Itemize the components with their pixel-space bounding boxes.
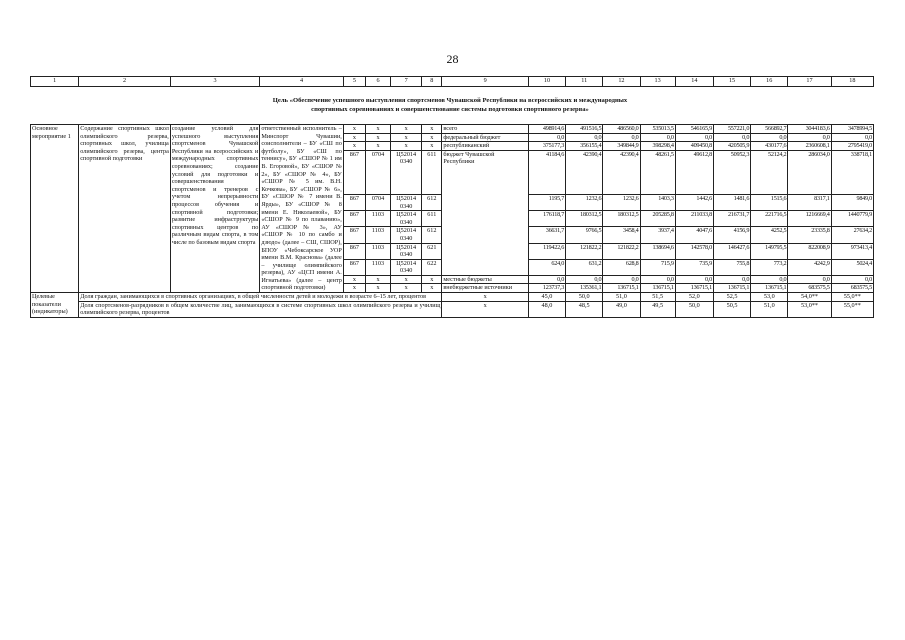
amount-cell: 216731,7 [713,211,750,227]
budget-code-cell: 867 [343,227,365,243]
amount-cell: 4252,5 [751,227,788,243]
amount-cell: 4156,9 [713,227,750,243]
amount-cell: 149795,5 [751,243,788,259]
amount-cell: 0,0 [675,133,713,142]
budget-code-cell: 867 [343,150,365,194]
budget-code-cell: x [365,125,390,134]
amount-cell: 420505,9 [713,142,750,151]
budget-code-cell: x [422,142,442,151]
budget-code-cell: 0704 [365,150,390,194]
column-number: 18 [831,77,873,87]
budget-code-cell: x [422,133,442,142]
goal-line-1: Цель «Обеспечение успешного выступления спортсменов Чувашской Республики на всероссийских и международных [272,97,628,104]
budget-code-cell: x [365,284,390,293]
budget-code-cell: Ц52014 0340 [391,227,422,243]
amount-cell: 0,0 [528,133,565,142]
budget-code-cell: 612 [422,194,442,210]
target-value: 48,0 [528,301,565,317]
amount-cell: 136715,1 [751,284,788,293]
amount-cell: 0,0 [566,275,603,284]
funding-source: всего [442,125,529,134]
amount-cell: 1232,6 [566,194,603,210]
amount-cell: 1232,6 [603,194,640,210]
amount-cell: 349844,9 [603,142,640,151]
target-row [31,301,874,317]
column-number: 15 [713,77,750,87]
amount-cell: 3458,4 [603,227,640,243]
column-number: 7 [391,77,422,87]
budget-code-cell: x [391,142,422,151]
amount-cell: 356155,4 [566,142,603,151]
amount-cell: 49612,8 [675,150,713,194]
target-value: 54,0** [788,293,831,302]
amount-cell: 683575,5 [788,284,831,293]
amount-cell: 755,8 [713,259,750,275]
target-value: 50,0 [675,301,713,317]
target-value: 53,0 [751,293,788,302]
budget-code-cell: Ц52014 0340 [391,150,422,194]
budget-code-cell: x [391,275,422,284]
target-value: 50,0 [566,293,603,302]
budget-code-cell: x [422,275,442,284]
amount-cell: 48261,5 [640,150,675,194]
amount-cell: 338718,1 [831,150,873,194]
column-number: 14 [675,77,713,87]
amount-cell: 398298,4 [640,142,675,151]
amount-cell: 0,0 [788,133,831,142]
target-value: 50,5 [713,301,750,317]
amount-cell: 0,0 [528,275,565,284]
amount-cell: 205285,8 [640,211,675,227]
amount-cell: 3478994,5 [831,125,873,134]
budget-code-cell: 1103 [365,211,390,227]
column-number-row [31,77,874,87]
budget-code-cell: Ц52014 0340 [391,259,422,275]
amount-cell: 822008,9 [788,243,831,259]
amount-cell: 8317,1 [788,194,831,210]
budget-code-cell: Ц52014 0340 [391,194,422,210]
amount-cell: 3044183,6 [788,125,831,134]
goal-spacer [31,87,874,125]
amount-cell: 1195,7 [528,194,565,210]
amount-cell: 50952,3 [713,150,750,194]
budget-code-cell: 1103 [365,243,390,259]
target-value: 45,0 [528,293,565,302]
amount-cell: 36631,7 [528,227,565,243]
target-value: 49,0 [603,301,640,317]
budget-code-cell: 1103 [365,259,390,275]
target-value: 48,5 [566,301,603,317]
amount-cell: 0,0 [788,275,831,284]
amount-cell: 0,0 [831,133,873,142]
target-row [31,293,874,302]
amount-cell: 0,0 [640,275,675,284]
target-mark: x [442,301,529,317]
amount-cell: 42390,4 [603,150,640,194]
amount-cell: 631,2 [566,259,603,275]
column-number: 12 [603,77,640,87]
target-text: Доля граждан, занимающихся в спортивных организациях, в общей численности детей и молодежи в возрасте 6–15 лет, процентов [79,293,442,302]
amount-cell: 2795419,0 [831,142,873,151]
column-number: 16 [751,77,788,87]
target-value: 49,5 [640,301,675,317]
event-name: Содержание спортивных школ олимпийского резерва, спортивных школ, училища олимпийского резерва, центра спортивной подготовки [79,125,171,293]
amount-cell: 683575,5 [831,284,873,293]
amount-cell: 180312,5 [566,211,603,227]
amount-cell: 3937,4 [640,227,675,243]
target-value: 51,5 [640,293,675,302]
target-text: Доля спортсменов-разрядников в общем количестве лиц, занимающихся в системе спортивных школ олимпийского резерва и училищ олимпийского резерва, процентов [80,301,441,317]
amount-cell: 0,0 [603,275,640,284]
budget-code-cell: 867 [343,243,365,259]
budget-code-cell: 612 [422,227,442,243]
column-number: 2 [79,77,171,87]
target-value: 51,0 [751,301,788,317]
budget-code-cell: x [391,125,422,134]
budget-code-cell: 1103 [365,227,390,243]
funding-source: федеральный бюджет [442,133,529,142]
amount-cell: 0,0 [603,133,640,142]
funding-source: бюджет Чувашской Республики [442,150,529,275]
budget-code-cell: x [343,142,365,151]
budget-code-cell: x [422,284,442,293]
targets-label: Целевые показатели (индикаторы) [31,293,79,318]
budget-code-cell: x [343,125,365,134]
amount-cell: 0,0 [713,275,750,284]
column-number: 1 [31,77,79,87]
amount-cell: 535013,5 [640,125,675,134]
amount-cell: 42390,4 [566,150,603,194]
budget-code-cell: Ц52014 0340 [391,243,422,259]
amount-cell: 176118,7 [528,211,565,227]
column-number: 8 [422,77,442,87]
amount-cell: 4047,6 [675,227,713,243]
budget-code-cell: x [365,275,390,284]
budget-code-cell: 622 [422,259,442,275]
amount-cell: 624,0 [528,259,565,275]
budget-code-cell: x [343,133,365,142]
amount-cell: 41184,6 [528,150,565,194]
budget-code-cell: 621 [422,243,442,259]
amount-cell: 628,8 [603,259,640,275]
amount-cell: 566892,7 [751,125,788,134]
budget-code-cell: 0704 [365,194,390,210]
amount-cell: 735,9 [675,259,713,275]
budget-code-cell: 611 [422,211,442,227]
amount-cell: 0,0 [713,133,750,142]
amount-cell: 1403,3 [640,194,675,210]
budget-code-cell: x [422,125,442,134]
amount-cell: 0,0 [751,275,788,284]
amount-cell: 1442,6 [675,194,713,210]
event-tasks: создание условий для успешного выступления спортсменов Чувашской Республики на всероссийских и международных спортивных соревнованиях; создание условий для подготовки и совершенствования спортсменов и тренеров с учетом непрерывности процессов обучения и спортивной подготовки; развитие инфраструктуры спортивных центров по различным видам спорта, в том числе по базовым видам спорта [170,125,260,293]
amount-cell: 546165,9 [675,125,713,134]
amount-cell: 557221,0 [713,125,750,134]
budget-code-cell: 867 [343,259,365,275]
amount-cell: 9849,0 [831,194,873,210]
amount-cell: 0,0 [751,133,788,142]
funding-source: республиканский [442,142,529,151]
amount-cell: 0,0 [831,275,873,284]
budget-code-cell: 611 [422,150,442,194]
column-number: 6 [365,77,390,87]
amount-cell: 0,0 [675,275,713,284]
budget-code-cell: x [343,275,365,284]
amount-cell: 119422,6 [528,243,565,259]
amount-cell: 52124,2 [751,150,788,194]
budget-code-cell: x [391,133,422,142]
target-value: 55,0** [831,293,873,302]
amount-cell: 23335,8 [788,227,831,243]
amount-cell: 2360608,1 [788,142,831,151]
amount-cell: 4242,9 [788,259,831,275]
funding-source: внебюджетные источники [442,284,529,293]
amount-cell: 430177,6 [751,142,788,151]
target-value: 53,0** [788,301,831,317]
amount-cell: 409450,8 [675,142,713,151]
target-value: 55,0** [831,301,873,317]
budget-code-cell: x [365,142,390,151]
budget-code-cell: x [343,284,365,293]
amount-cell: 136715,1 [675,284,713,293]
amount-cell: 715,9 [640,259,675,275]
column-number: 10 [528,77,565,87]
budget-code-cell: 867 [343,194,365,210]
budget-code-cell: x [365,133,390,142]
amount-cell: 0,0 [566,133,603,142]
amount-cell: 1440779,9 [831,211,873,227]
amount-cell: 136715,1 [713,284,750,293]
amount-cell: 1216669,4 [788,211,831,227]
amount-cell: 773,2 [751,259,788,275]
budget-code-cell: x [391,284,422,293]
column-number: 9 [442,77,529,87]
goal-spacer-row [31,87,874,125]
column-number: 13 [640,77,675,87]
column-number: 4 [260,77,343,87]
budget-code-cell: 867 [343,211,365,227]
amount-cell: 9766,5 [566,227,603,243]
target-value: 52,0 [675,293,713,302]
target-mark: x [442,293,529,302]
amount-cell: 123737,3 [528,284,565,293]
event-status: Основное мероприятие 1 [31,125,79,293]
amount-cell: 375177,3 [528,142,565,151]
program-table [30,76,874,318]
amount-cell: 180312,5 [603,211,640,227]
amount-cell: 221716,5 [751,211,788,227]
amount-cell: 973413,4 [831,243,873,259]
amount-cell: 121822,2 [603,243,640,259]
amount-cell: 486560,0 [603,125,640,134]
funding-source: местные бюджеты [442,275,529,284]
amount-cell: 498914,6 [528,125,565,134]
target-value: 51,0 [603,293,640,302]
amount-cell: 27634,2 [831,227,873,243]
column-number: 17 [788,77,831,87]
goal-line-2: спортивных соревнованиях и совершенствование системы подготовки спортивного резерва» [311,105,589,113]
amount-cell: 5024,4 [831,259,873,275]
amount-cell: 1515,6 [751,194,788,210]
amount-cell: 1481,6 [713,194,750,210]
amount-cell: 491516,5 [566,125,603,134]
budget-code-cell: Ц52014 0340 [391,211,422,227]
amount-cell: 138694,6 [640,243,675,259]
amount-cell: 135361,1 [566,284,603,293]
target-value: 52,5 [713,293,750,302]
table-row [31,125,874,134]
column-number: 3 [170,77,260,87]
amount-cell: 142578,0 [675,243,713,259]
column-number: 5 [343,77,365,87]
column-number: 11 [566,77,603,87]
amount-cell: 146427,6 [713,243,750,259]
amount-cell: 136715,1 [640,284,675,293]
amount-cell: 286034,0 [788,150,831,194]
amount-cell: 136715,1 [603,284,640,293]
page-number: 28 [446,52,459,66]
event-executor: ответственный исполнитель – Минспорт Чувашии, соисполнители – БУ «СШ по футболу», БУ «СШ по теннису», БУ «СШОР № 1 им В. Егоровой», БУ «СШОР № 2», БУ «СШОР № 4», БУ «СШОР № 5 им. В.Н. Кочкова», БУ «СШОР № 6», БУ «СШОР № 7 имени В. Ярды», БУ «СШОР № 8 имени Е. Николаевой», БУ «СШОР № 9 по плаванию», АУ «СШОР № 3», АУ «СШОР № 10 по самбо и дзюдо» (далее – СШ, СШОР), БПОУ «Чебоксарское УОР имени В.М. Краснова» (далее – училище олимпийского резерва), АУ «ЦСП имени А. Игнатьева» (далее – центр спортивной подготовки) [261,125,342,292]
amount-cell: 121822,2 [566,243,603,259]
amount-cell: 0,0 [640,133,675,142]
amount-cell: 211033,8 [675,211,713,227]
